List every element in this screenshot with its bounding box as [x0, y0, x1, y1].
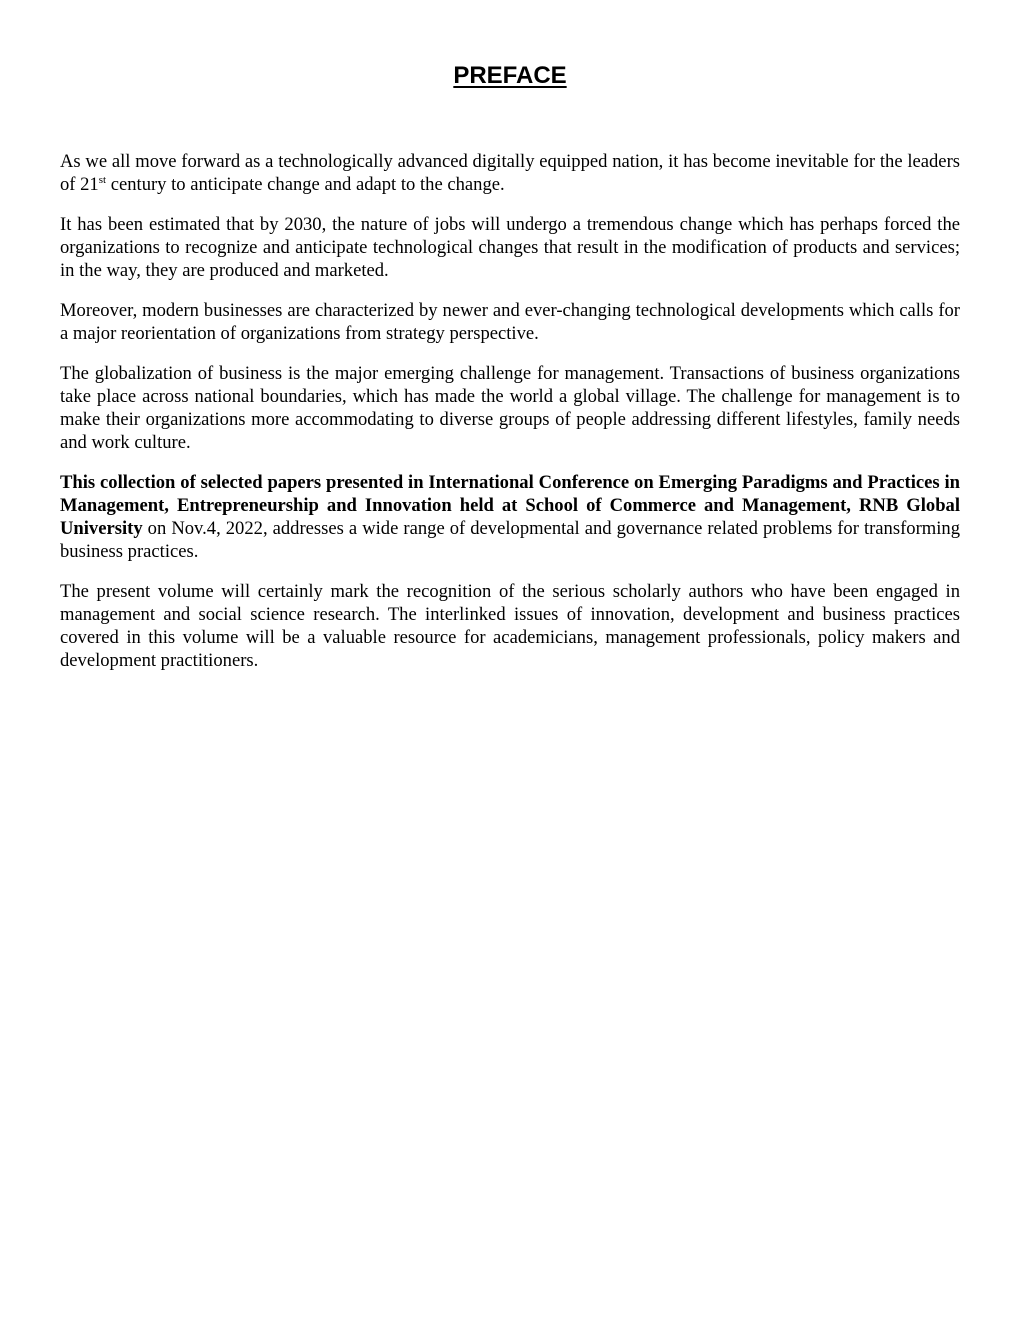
paragraph-4: The globalization of business is the major emerging challenge for management. Transactions of business organizations take place across national boundaries, which has made the world a global village. The challenge for management is to make their organizations more accommodating to diverse groups of people addressing different lifestyles, family needs and work culture.	[60, 363, 960, 453]
page-title: PREFACE	[453, 62, 567, 89]
paragraph-1	[60, 150, 960, 196]
paragraph-2: It has been estimated that by 2030, the nature of jobs will undergo a tremendous change which has perhaps forced the organizations to recognize and anticipate technological changes that result in the modification of products and services; in the way, they are produced and marketed.	[60, 214, 960, 281]
document-page	[60, 0, 960, 689]
ordinal-superscript: st	[98, 173, 107, 186]
conference-statement-bold: This collection of selected papers presented in International Conference on Emerging Paradigms and Practices in Management, Entrepreneurship and Innovation held at School of Commerce and Management, RNB Global University	[60, 472, 960, 539]
paragraph-5	[60, 471, 960, 563]
paragraph-3: Moreover, modern businesses are characterized by newer and ever-changing technological developments which calls for a major reorientation of organizations from strategy perspective.	[60, 300, 960, 344]
paragraph-5-text: on Nov.4, 2022, addresses a wide range of developmental and governance related problems for transforming business practices.	[60, 518, 960, 562]
paragraph-1-text-end: century to anticipate change and adapt to the change.	[106, 174, 505, 195]
paragraph-6: The present volume will certainly mark the recognition of the serious scholarly authors who have been engaged in management and social science research. The interlinked issues of innovation, development and business practices covered in this volume will be a valuable resource for academicians, management professionals, policy makers and development practitioners.	[60, 581, 960, 671]
paragraph-1-text: As we all move forward as a technologically advanced digitally equipped nation, it has become inevitable for the leaders of 21	[60, 151, 960, 195]
